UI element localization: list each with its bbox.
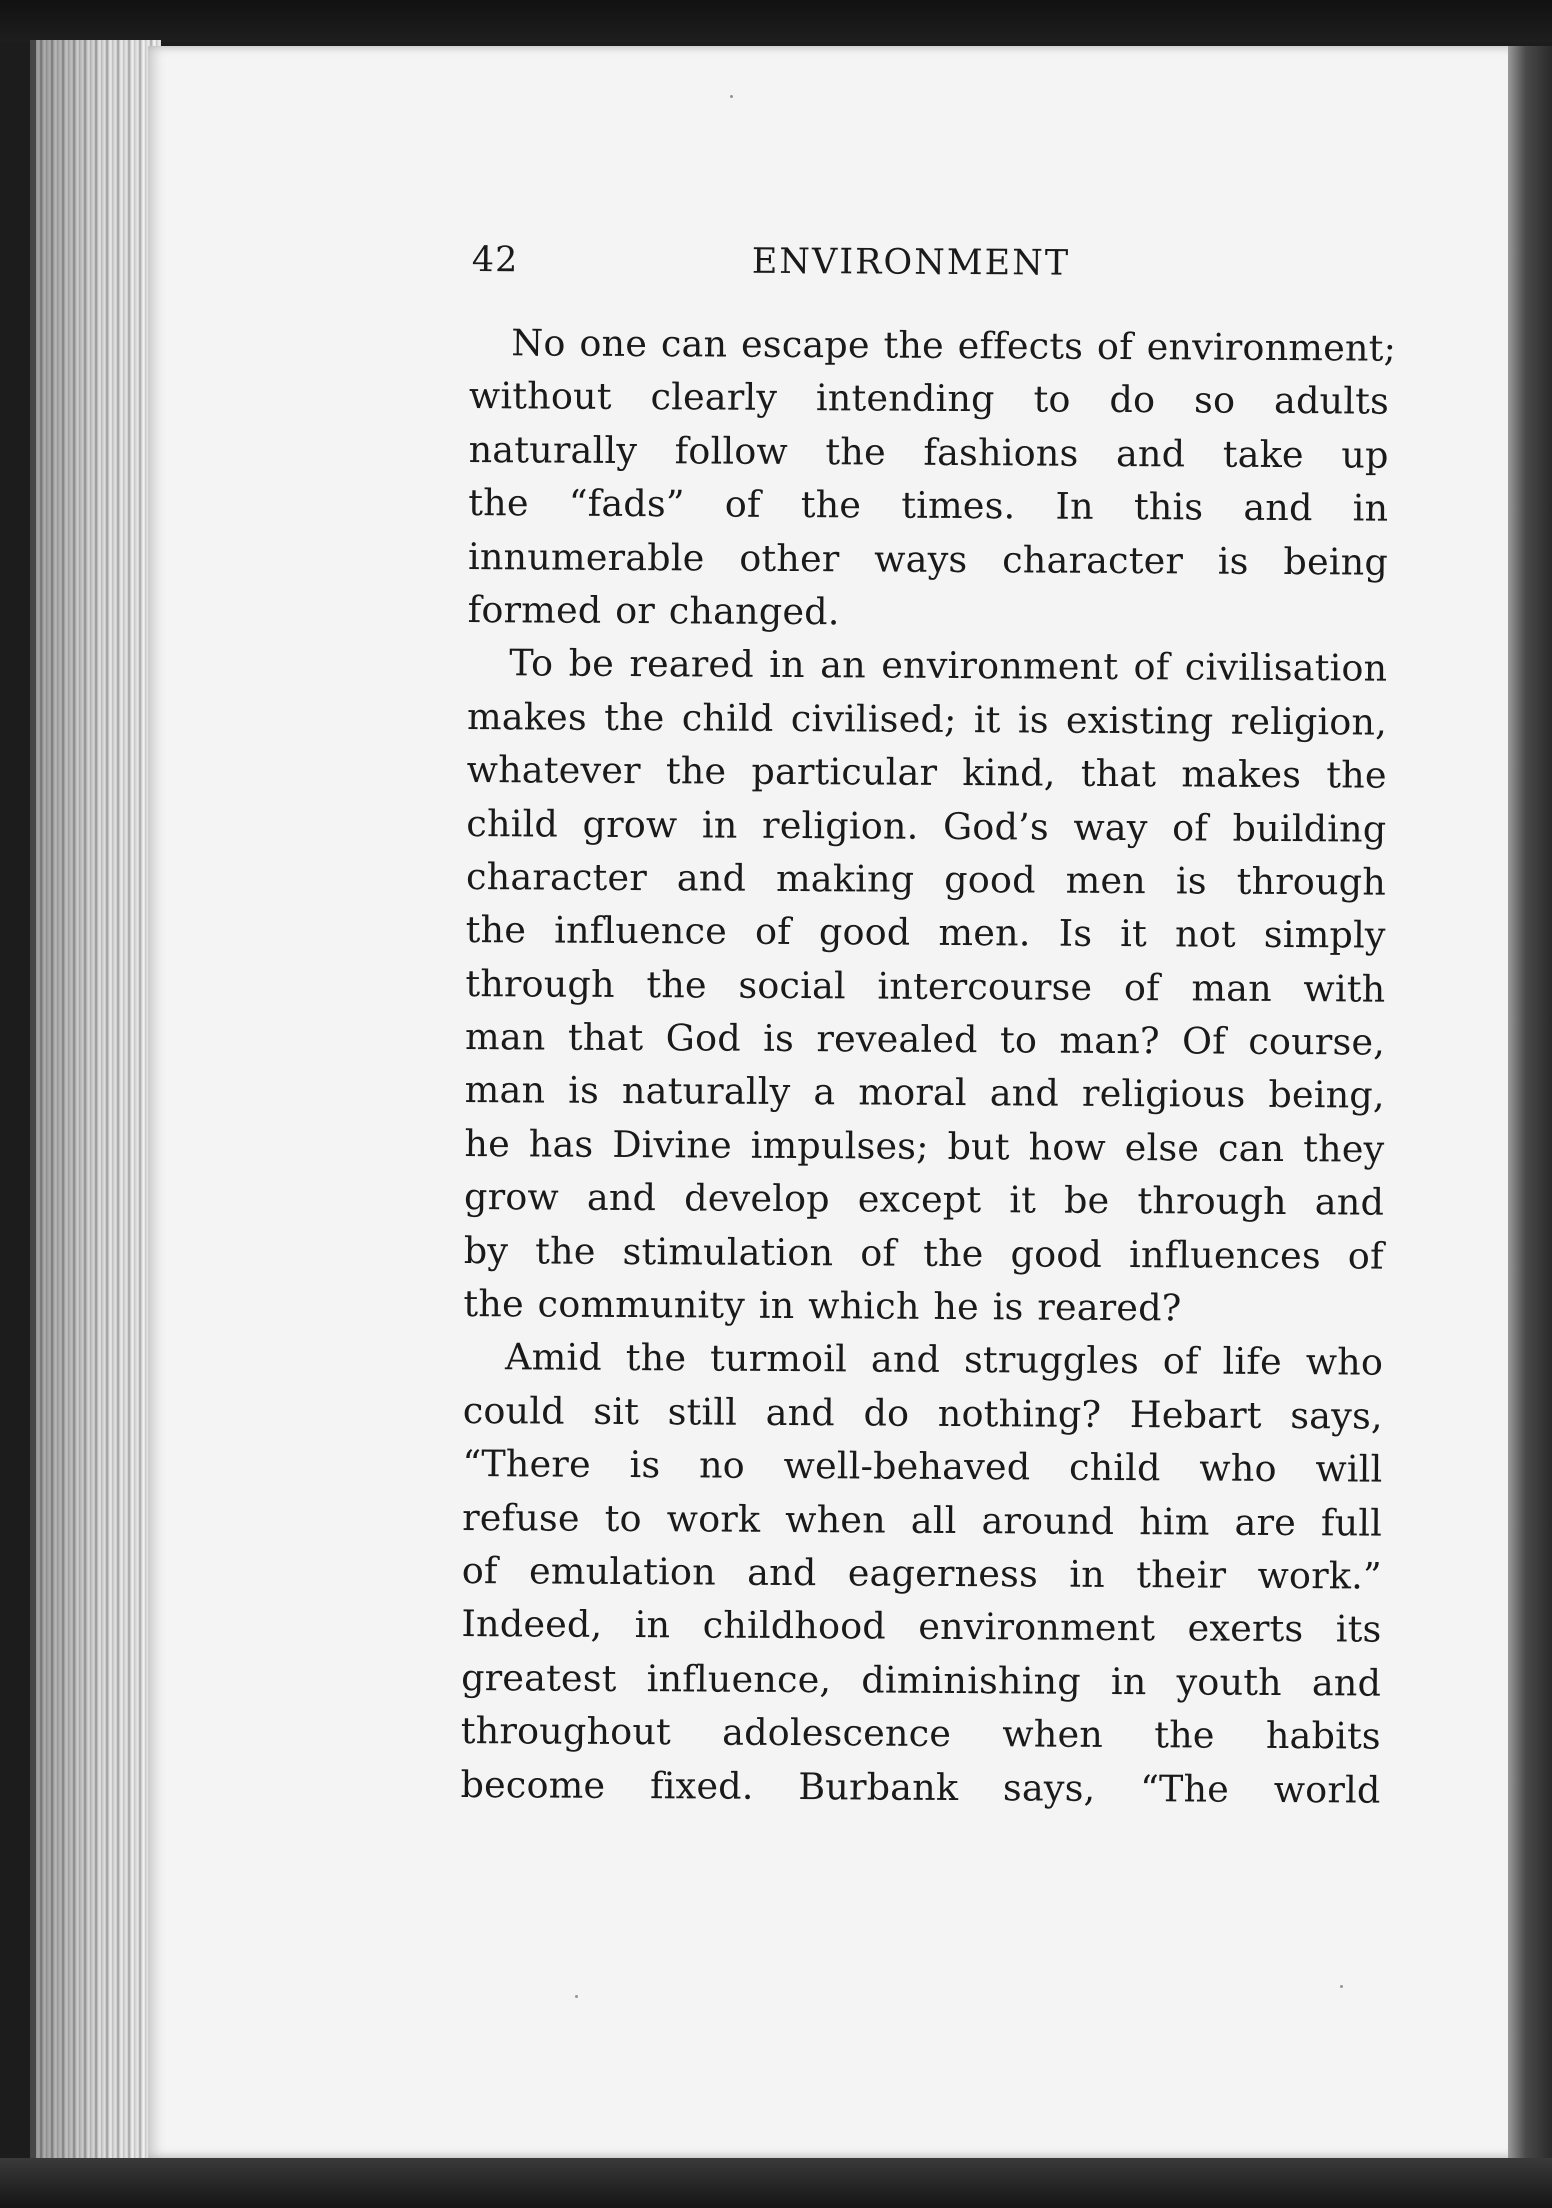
running-head <box>470 232 1390 308</box>
text-line: by the stimulation of the good influences of <box>463 1228 1384 1278</box>
text-line: innumerable other ways character is being <box>467 534 1389 584</box>
paragraph-1 <box>467 316 1397 642</box>
text-line: the community in which he is reared? <box>463 1282 1182 1330</box>
text-line: could sit still and do nothing? Hebart says, <box>462 1388 1383 1438</box>
text-line: the “fads” of the times. In this and in <box>468 481 1389 530</box>
text-line: man that God is revealed to man? Of course, <box>464 1015 1386 1064</box>
text-line: character and making good men is through <box>465 854 1387 904</box>
text-line: greatest influence, diminishing in youth and <box>461 1655 1382 1705</box>
scanner-bottom-edge <box>0 2158 1552 2208</box>
text-line: Amid the turmoil and struggles of life who <box>504 1335 1384 1385</box>
text-line: “There is no well-behaved child who will <box>462 1442 1383 1491</box>
dust-speck <box>730 95 733 98</box>
text-line: child grow in religion. God’s way of building <box>466 801 1387 851</box>
paragraph-2 <box>463 636 1387 1336</box>
text-line: No one can escape the effects of environment; <box>511 321 1397 370</box>
text-line: To be reared in an environment of civilisation <box>509 641 1388 690</box>
text-line: makes the child civilised; it is existing religion, <box>466 694 1388 744</box>
text-line: whatever the particular kind, that makes the <box>466 748 1387 797</box>
page-number: 42 <box>471 240 519 281</box>
text-line: Indeed, in childhood environment exerts its <box>461 1602 1382 1651</box>
text-line: man is naturally a moral and religious being, <box>464 1068 1385 1118</box>
text-line: of emulation and eagerness in their work.” <box>461 1548 1382 1598</box>
text-line: grow and develop except it be through and <box>463 1175 1385 1224</box>
scanner-top-edge <box>0 0 1552 42</box>
running-title: ENVIRONMENT <box>751 241 1071 284</box>
text-line: the influence of good men. Is it not simply <box>465 908 1386 957</box>
text-line: formed or changed. <box>467 587 840 634</box>
text-line: refuse to work when all around him are full <box>462 1495 1383 1545</box>
text-line: he has Divine impulses; but how else can they <box>464 1121 1385 1171</box>
text-line: throughout adolescence when the habits <box>460 1709 1381 1758</box>
page-text-block <box>460 232 1397 1817</box>
text-line: become fixed. Burbank says, “The world <box>460 1762 1381 1812</box>
page-stack-shadow <box>30 40 155 2190</box>
text-line: through the social intercourse of man with <box>465 961 1386 1011</box>
dust-speck <box>1340 1985 1343 1988</box>
dust-speck <box>575 1995 578 1998</box>
text-line: naturally follow the fashions and take up <box>468 427 1389 477</box>
text-line: without clearly intending to do so adults <box>468 374 1390 424</box>
paragraph-3 <box>460 1330 1383 1816</box>
book-right-edge <box>1508 46 1552 2208</box>
